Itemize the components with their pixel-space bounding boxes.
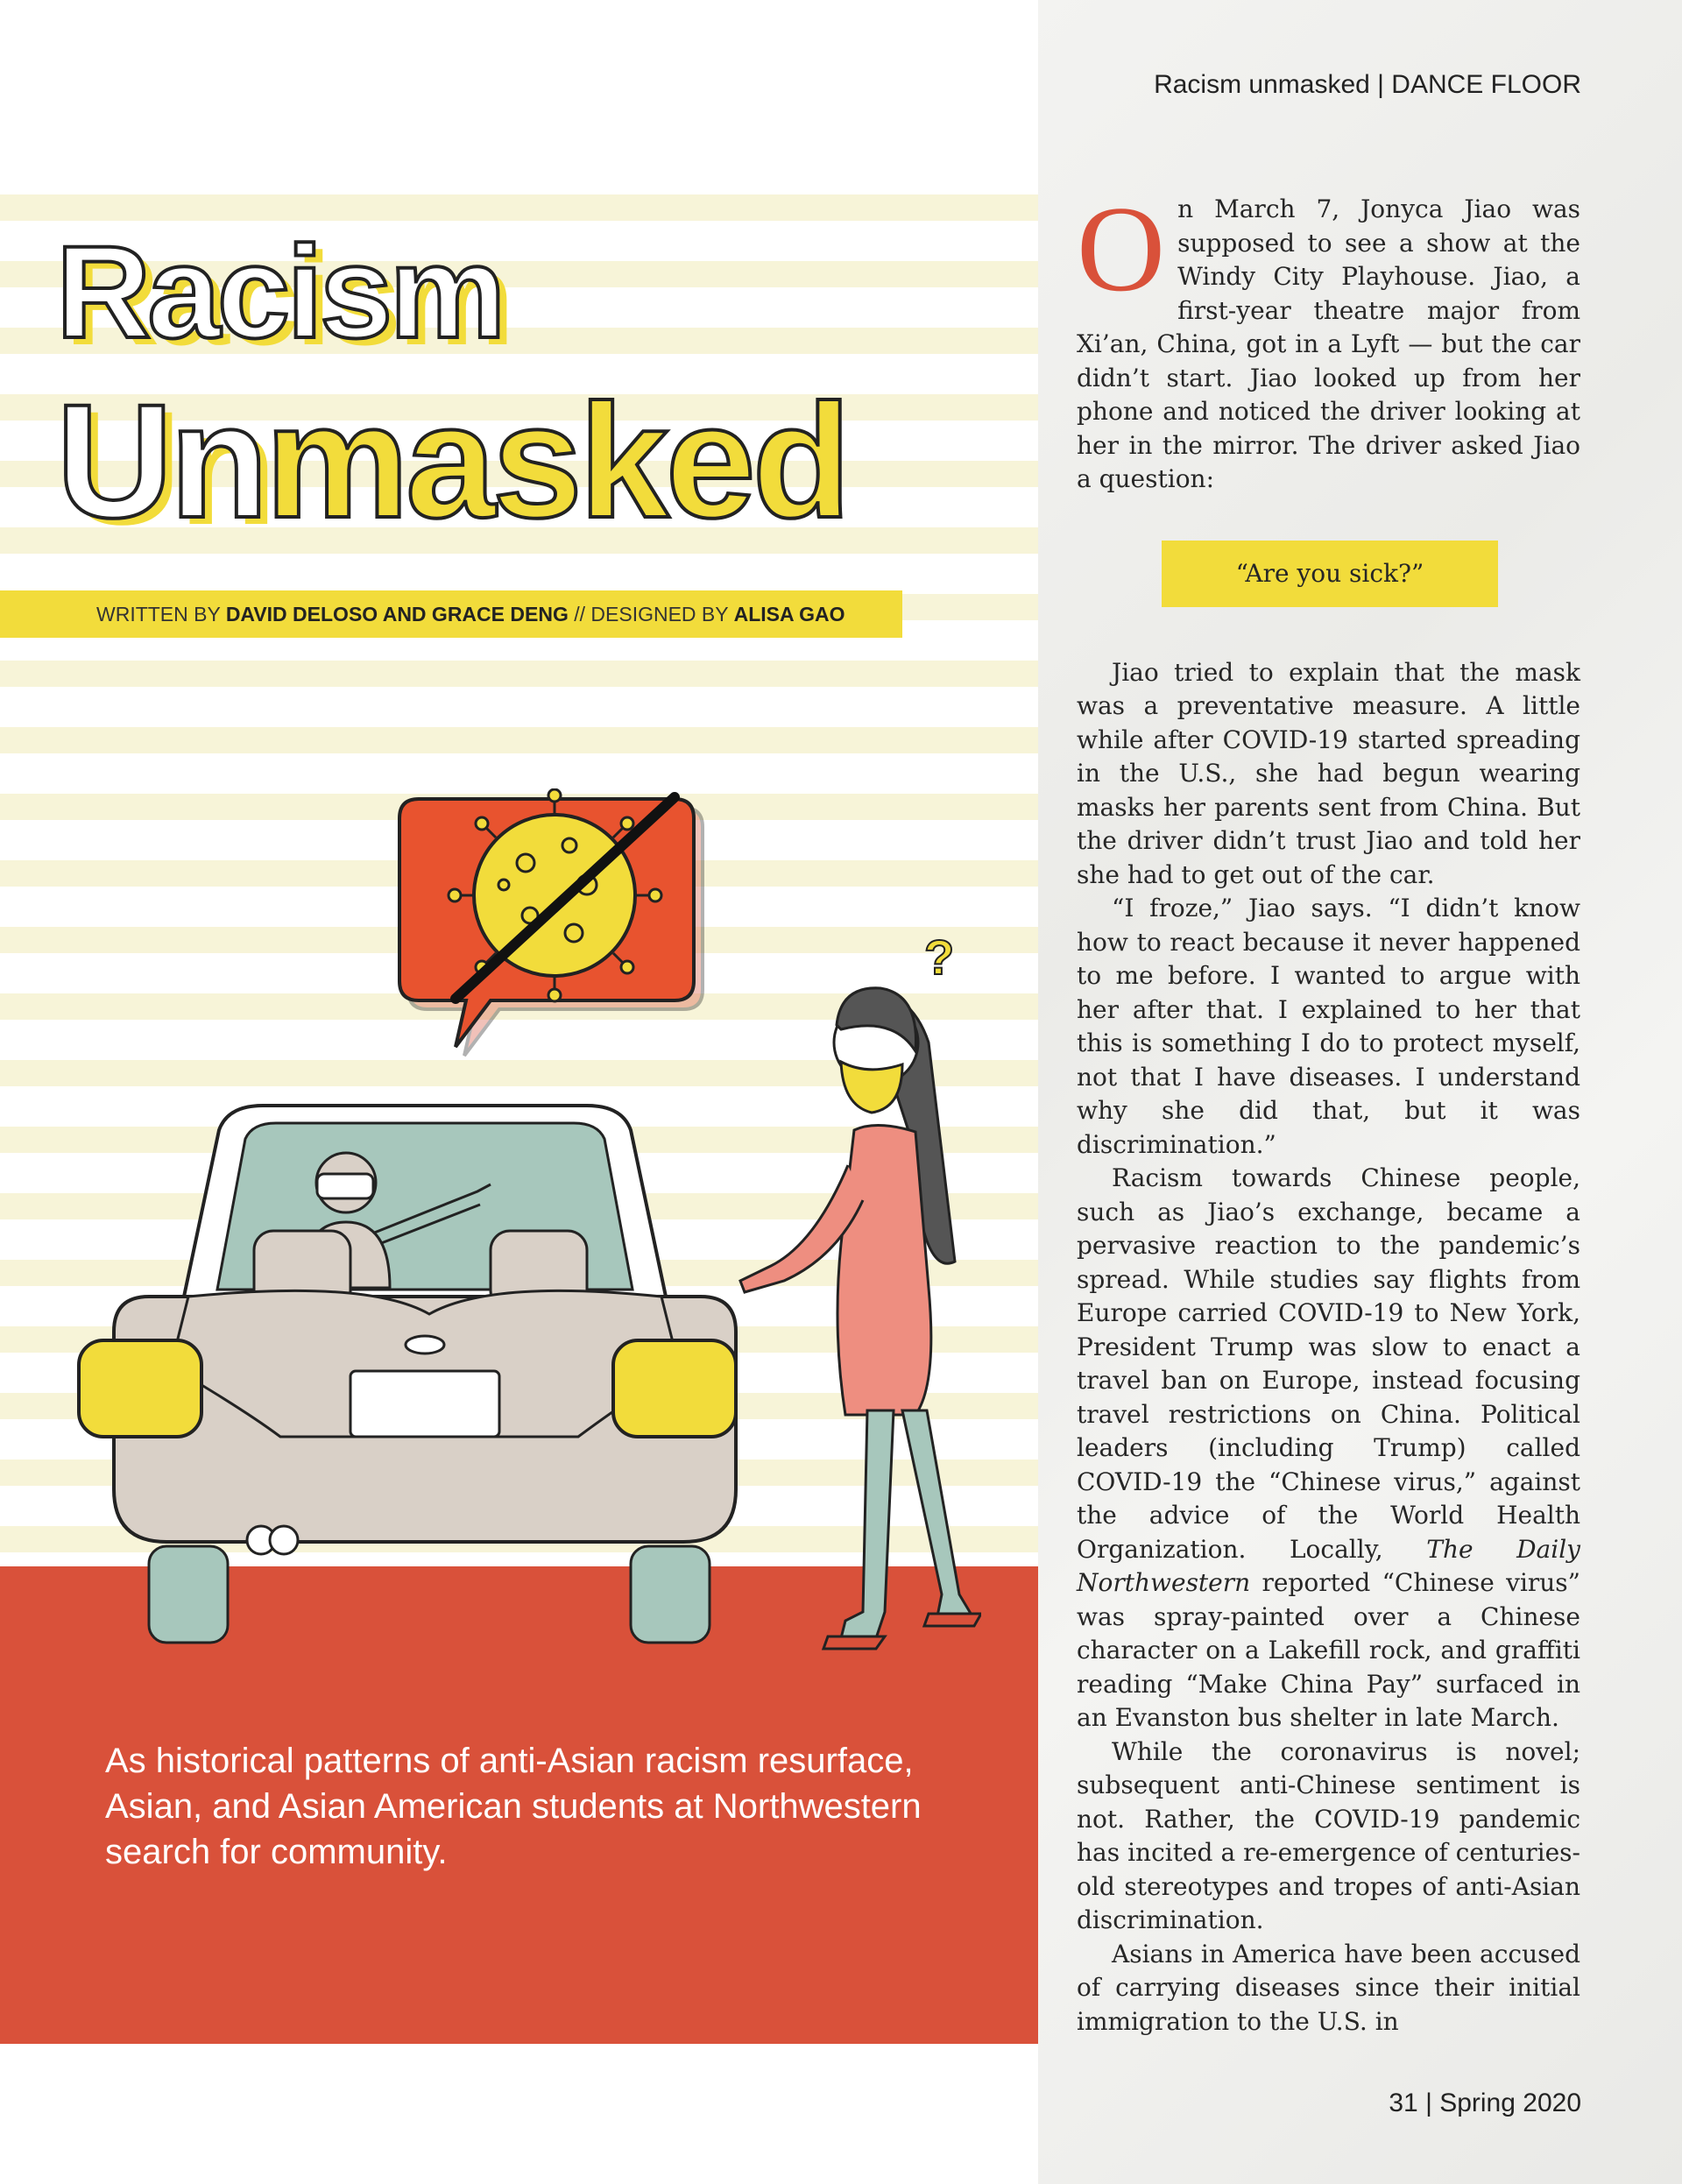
publication-name: The Daily Northwestern: [1077, 1534, 1580, 1597]
article-body: [1077, 181, 1580, 2039]
byline: [0, 590, 902, 638]
byline-designed-prefix: // DESIGNED BY: [568, 603, 734, 626]
body-paragraph-2: Jiao tried to explain that the mask was a preventative measure. A little while after COVID-19 started spreading in the U.S., she had begun wearing masks her parents sent from China. But the driver didn’t trust Jiao and told her she had to get out of the car.: [1077, 657, 1580, 889]
body-paragraph-4-b: reported “Chinese virus” was spray-painted over a Chinese character on a Lakefill rock, and graffiti reading “Make China Pay” surfaced in an Evanston bus shelter in late March.: [1077, 1568, 1580, 1732]
question-mark-icon: ?: [924, 929, 955, 985]
body-paragraph-4-a: Racism towards Chinese people, such as Jiao’s exchange, became a pervasive reaction to the pandemic’s spread. While studies say flights from Europe carried COVID-19 to New York, President Trump was slow to enact a travel ban on Europe, instead focusing travel restrictions on China. Political leaders (including Trump) called COVID-19 the “Chinese virus,” against the advice of the World Health Organization. Locally,: [1077, 1163, 1580, 1564]
byline-designer: ALISA GAO: [733, 603, 845, 626]
car: [79, 1106, 736, 1643]
drop-cap: O: [1077, 181, 1166, 317]
byline-written-prefix: WRITTEN BY: [96, 603, 226, 626]
body-paragraph-1-text: n March 7, Jonyca Jiao was supposed to see a show at the Windy City Playhouse. Jiao, a first-year theatre major from Xi’an, China, got in a Lyft — but the car didn’t start. Jiao looked up from her phone and noticed the driver looking at her in the mirror. The driver asked Jiao a question:: [1077, 194, 1580, 493]
running-header: Racism unmasked | DANCE FLOOR: [1154, 70, 1581, 99]
woman: [740, 988, 981, 1649]
title-line-1: Racism: [56, 218, 503, 365]
page-footer: 31 | Spring 2020: [1389, 2089, 1581, 2117]
pull-quote: “Are you sick?”: [1162, 541, 1498, 607]
title-line-2: [56, 371, 848, 552]
body-paragraph-6: Asians in America have been accused of carrying diseases since their initial immigration to the U.S. in: [1077, 1939, 1580, 2036]
title-un: Un: [56, 371, 265, 552]
body-paragraph-3: “I froze,” Jiao says. “I didn’t know how to react because it never happened to me before. I wanted to argue with her after that. I explained to her that this is something I do to protect myself, not that I have diseases. I understand why she did that, but it was discrimination.”: [1077, 894, 1580, 1159]
body-paragraph-4: [1077, 1162, 1580, 1735]
byline-authors: DAVID DELOSO AND GRACE DENG: [225, 603, 569, 626]
right-panel: [1038, 0, 1682, 2184]
car-and-woman-illustration: [53, 788, 981, 1665]
article-dek: As historical patterns of anti-Asian racism resurface, Asian, and Asian American students at Northwestern search for community.: [105, 1742, 922, 1871]
body-paragraph-5: While the coronavirus is novel; subsequent anti-Chinese sentiment is not. Rather, the COVID-19 pandemic has incited a re-emergence of centuries-old stereotypes and tropes of anti-Asian discrimination.: [1077, 1736, 1580, 1934]
title-masked: masked: [265, 371, 848, 552]
body-paragraph-1: [1077, 181, 1580, 497]
